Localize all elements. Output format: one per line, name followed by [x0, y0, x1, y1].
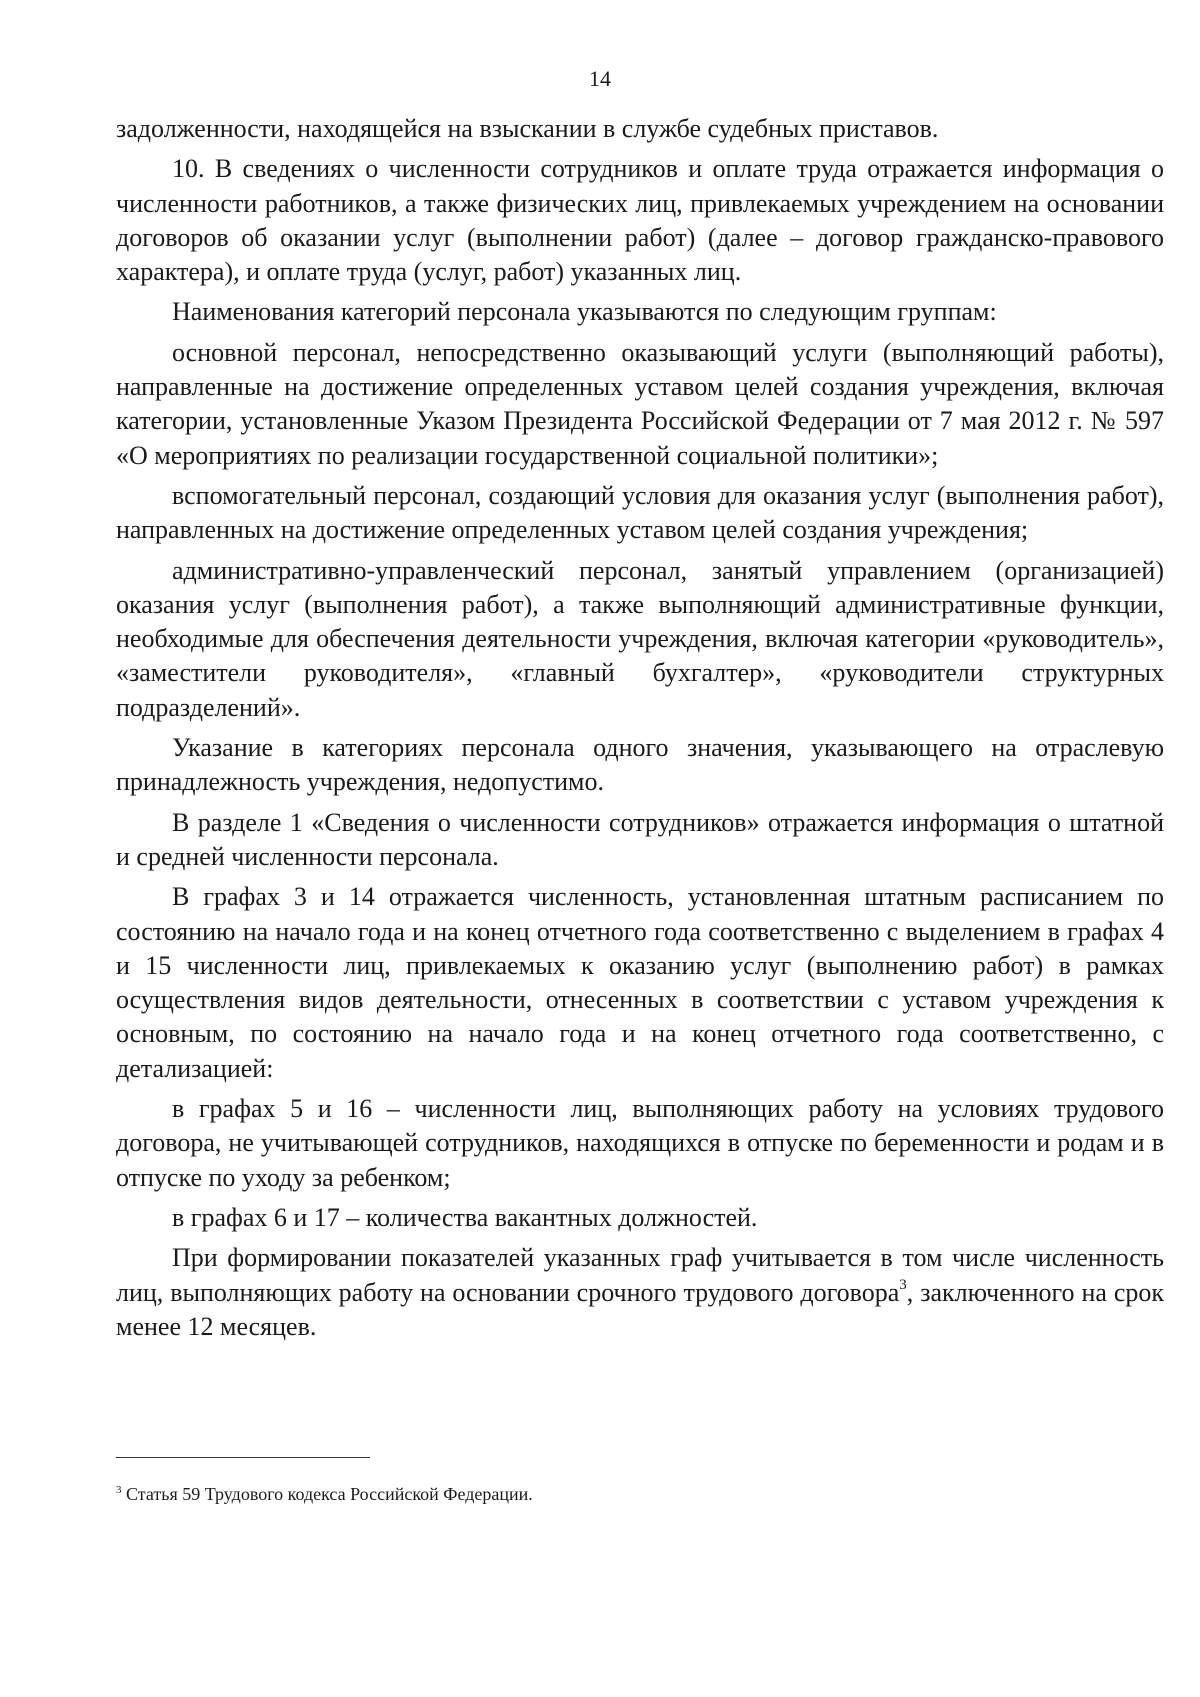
paragraph-text-before-ref: При формировании показателей указанных граф учитывается в том числе численность лиц, выполняющих работу на основании срочного трудового договора [116, 1243, 1164, 1307]
footnote-marker: 3 [116, 1484, 122, 1496]
paragraph-fixed-term-contract [116, 1241, 1164, 1344]
paragraph-columns-5-16: в графах 5 и 16 – численности лиц, выполняющих работу на условиях трудового договора, не учитывающей сотрудников, находящихся в отпуске по беременности и родам и в отпуске по уходу за ребенком; [116, 1094, 1164, 1192]
paragraph-item-10: 10. В сведениях о численности сотрудников и оплате труда отражается информация о численности работников, а также физических лиц, привлекаемых учреждением на основании договоров об оказании услуг (выполнении работ) (далее – договор гражданско-правового характера), и оплате труда (услуг, работ) указанных лиц. [116, 154, 1164, 287]
paragraph-section-1: В разделе 1 «Сведения о численности сотрудников» отражается информация о штатной и средней численности персонала. [116, 807, 1164, 871]
page-number: 14 [589, 66, 611, 91]
paragraph-single-value-note: Указание в категориях персонала одного значения, указывающего на отраслевую принадлежность учреждения, недопустимо. [116, 733, 1164, 797]
paragraph-columns-3-14: В графах 3 и 14 отражается численность, установленная штатным расписанием по состоянию на начало года и на конец отчетного года соответственно с выделением в графах 4 и 15 численности лиц, привлекаемых к оказанию услуг (выполнению работ) в рамках осуществления видов деятельности, отнесенных в соответствии с уставом учреждения к основным, по состоянию на начало года и на конец отчетного года соответственно, с детализацией: [116, 882, 1164, 1083]
paragraph-continuation: задолженности, находящейся на взыскании в службе судебных приставов. [116, 114, 939, 143]
paragraph-main-personnel: основной персонал, непосредственно оказывающий услуги (выполняющий работы), направленные на достижение определенных уставом целей создания учреждения, включая категории, установленные Указом Президента Российской Федерации от 7 мая 2012 г. № 597 «О мероприятиях по реализации государственной социальной политики»; [116, 337, 1164, 470]
footnote-text: Статья 59 Трудового кодекса Российской Федерации. [121, 1484, 533, 1504]
footnote-reference: 3 [899, 1276, 907, 1293]
paragraph-auxiliary-personnel: вспомогательный персонал, создающий условия для оказания услуг (выполнения работ), направленных на достижение определенных уставом целей создания учреждения; [116, 480, 1164, 545]
paragraph-personnel-groups: Наименования категорий персонала указываются по следующим группам: [172, 297, 997, 327]
footnote [116, 1483, 1116, 1505]
paragraph-administrative-personnel: административно-управленческий персонал, занятый управлением (организацией) оказания услуг (выполнения работ), а также выполняющий административные функции, необходимые для обеспечения деятельности учреждения, включая категории «руководитель», «заместители руководителя», «главный бухгалтер», «руководители структурных подразделений». [116, 555, 1164, 722]
paragraph-columns-6-17: в графах 6 и 17 – количества вакантных должностей. [172, 1202, 758, 1232]
paragraph-text-after-ref: , заключенного на срок менее 12 месяцев. [116, 1277, 1164, 1341]
document-body [116, 112, 1164, 1344]
footnote-divider [116, 1457, 370, 1458]
